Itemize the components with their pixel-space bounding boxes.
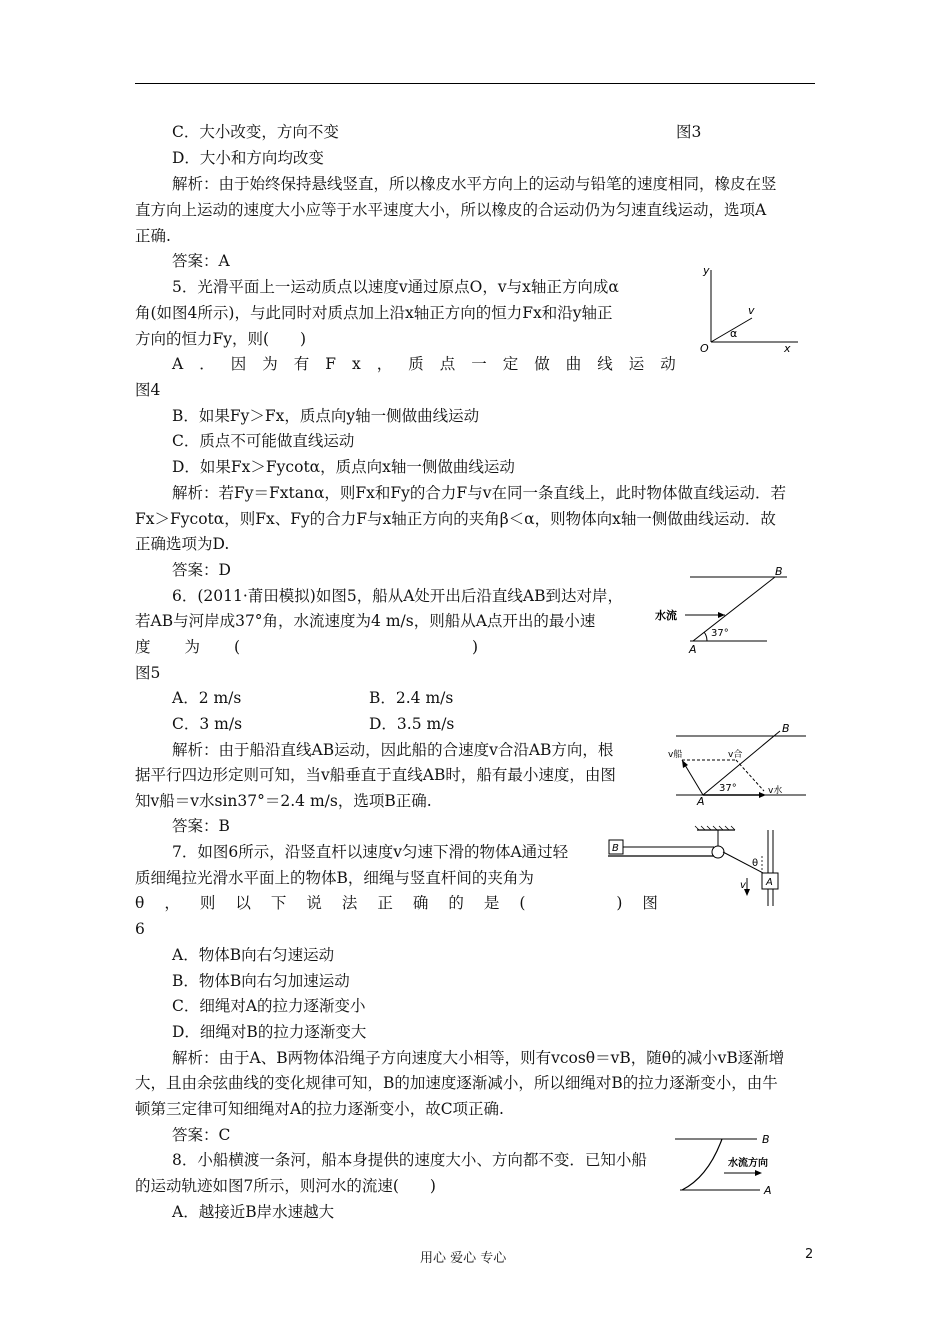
v-water-label: v水	[768, 786, 783, 796]
question-6-line: 若AB与河岸成37°角，水流速度为4 m/s，则船从A点开出的最小速	[135, 612, 596, 630]
analysis-line: 解析：若Fy＝Fxtanα，则Fx和Fy的合力F与v在同一条直线上，此时物体做直线运动．若	[172, 484, 786, 502]
question-6: 6．(2011·莆田模拟)如图5，船从A处开出后沿直线AB到达对岸，	[172, 587, 623, 605]
figure-4-diagram	[700, 262, 810, 355]
bank-b-label: B	[762, 1133, 770, 1146]
option-d: D．如果Fx＞Fycotα，质点向x轴一侧做曲线运动	[172, 458, 515, 476]
option-a: A．因为有Fx，质点一定做曲线运动	[172, 355, 692, 373]
figure-4-label: 图4	[135, 381, 161, 399]
origin-label: O	[700, 342, 709, 355]
analysis-line: 据平行四边形定则可知，当v船垂直于直线AB时，船有最小速度，由图	[135, 766, 616, 784]
answer: 答案：D	[172, 561, 231, 579]
analysis-line: 顿第三定律可知细绳对A的拉力逐渐变小，故C项正确.	[135, 1100, 504, 1118]
angle-label: 37°	[711, 628, 729, 639]
analysis-line: 知v船＝v水sin37°＝2.4 m/s，选项B正确.	[135, 792, 432, 810]
point-a-label: A	[697, 795, 705, 808]
question-8-line: 的运动轨迹如图7所示，则河水的流速( )	[135, 1177, 436, 1195]
option-a: A．2 m/s	[172, 689, 242, 707]
v-boat-label: v船	[668, 750, 683, 760]
option-a: A．物体B向右匀速运动	[172, 946, 335, 964]
y-axis-label: y	[703, 264, 710, 277]
figure-5-label: 图5	[135, 664, 161, 682]
option-b: B．如果Fy＞Fx，质点向y轴一侧做曲线运动	[172, 407, 480, 425]
option-c: C．3 m/s	[172, 715, 243, 733]
bank-a-label: A	[764, 1184, 772, 1197]
analysis-line: 解析：由于A、B两物体沿绳子方向速度大小相等，则有vcosθ＝vB，随θ的减小vB逐渐增	[172, 1049, 785, 1067]
analysis-line: 解析：由于船沿直线AB运动，因此船的合速度v合沿AB方向，根	[172, 741, 614, 759]
option-b: B．物体B向右匀加速运动	[172, 972, 350, 990]
water-flow-label: 水流	[655, 609, 677, 622]
option-d: D．3.5 m/s	[369, 715, 455, 733]
v-label: v	[748, 304, 755, 317]
point-b-label: B	[775, 565, 783, 578]
header-rule	[135, 83, 815, 84]
question-7-line: θ，则以下说法正确的是( )图	[135, 894, 678, 912]
analysis-line: 大，且由余弦曲线的变化规律可知，B的加速度逐渐减小，所以细绳对B的拉力逐渐变小，由牛	[135, 1074, 778, 1092]
alpha-label: α	[730, 327, 738, 340]
answer: 答案：B	[172, 817, 230, 835]
page-number: 2	[805, 1247, 814, 1262]
analysis-line: Fx＞Fycotα，则Fx、Fy的合力F与x轴正方向的夹角β＜α，则物体向x轴一侧做曲线运动．故	[135, 510, 776, 528]
analysis-line: 正确.	[135, 227, 171, 245]
option-b: B．2.4 m/s	[369, 689, 454, 707]
option-d: D．大小和方向均改变	[172, 149, 324, 167]
analysis-line: 解析：由于始终保持悬线竖直，所以橡皮水平方向上的运动与铅笔的速度相同，橡皮在竖	[172, 175, 777, 193]
figure-7-diagram	[672, 1135, 782, 1195]
point-a-label: A	[689, 643, 697, 656]
option-a: A．越接近B岸水速越大	[172, 1203, 335, 1221]
v-sum-label: v合	[728, 750, 743, 760]
option-c: C．大小改变，方向不变	[172, 123, 339, 141]
analysis-line: 正确选项为D.	[135, 535, 230, 553]
block-b-label: B	[612, 843, 619, 854]
figure-5b-diagram	[668, 722, 818, 808]
flow-direction-label: 水流方向	[728, 1158, 768, 1169]
question-8: 8．小船横渡一条河，船本身提供的速度大小、方向都不变．已知小船	[172, 1151, 647, 1169]
option-d: D．细绳对B的拉力逐渐变大	[172, 1023, 367, 1041]
option-c: C．细绳对A的拉力逐渐变小	[172, 997, 366, 1015]
figure-5-diagram	[655, 565, 800, 656]
answer: 答案：A	[172, 252, 230, 270]
figure-6-label: 6	[135, 920, 145, 938]
angle-label: 37°	[719, 783, 737, 794]
question-5-line: 角(如图4所示)，与此同时对质点加上沿x轴正方向的恒力Fx和沿y轴正	[135, 304, 613, 322]
point-b-label: B	[782, 722, 790, 735]
question-7: 7．如图6所示，沿竖直杆以速度v匀速下滑的物体A通过轻	[172, 843, 569, 861]
question-7-line: 质细绳拉光滑水平面上的物体B，细绳与竖直杆间的夹角为	[135, 869, 534, 887]
analysis-line: 直方向上运动的速度大小应等于水平速度大小，所以橡皮的合运动仍为匀速直线运动，选项A	[135, 201, 767, 219]
x-axis-label: x	[784, 342, 791, 355]
block-a-label: A	[766, 877, 773, 888]
v-label: v	[740, 880, 746, 891]
option-c: C．质点不可能做直线运动	[172, 432, 355, 450]
question-6-line: 度为( )	[135, 638, 513, 656]
question-5: 5．光滑平面上一运动质点以速度v通过原点O，v与x轴正方向成α	[172, 278, 619, 296]
footer-text: 用心 爱心 专心	[420, 1251, 507, 1266]
figure-6-diagram	[605, 826, 780, 908]
theta-label: θ	[752, 858, 759, 869]
answer: 答案：C	[172, 1126, 231, 1144]
figure-3-label: 图3	[676, 123, 702, 141]
question-5-line: 方向的恒力Fy，则( )	[135, 330, 307, 348]
